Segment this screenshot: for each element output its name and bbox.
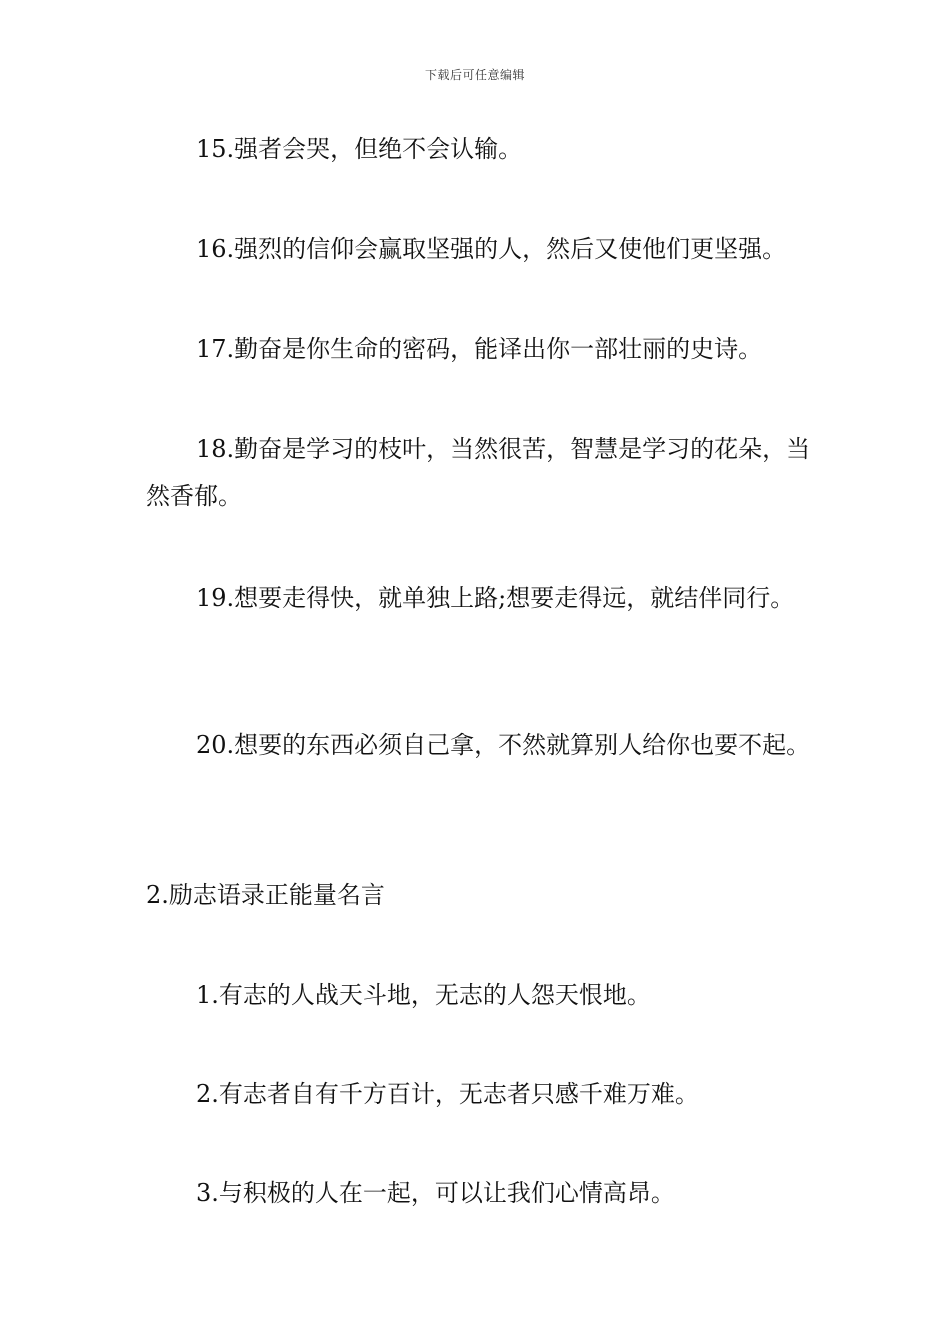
quote-paragraph: 16.强烈的信仰会赢取坚强的人，然后又使他们更坚强。 — [196, 235, 787, 263]
quote-paragraph: 1.有志的人战天斗地，无志的人怨天恨地。 — [196, 981, 651, 1009]
quote-paragraph: 20.想要的东西必须自己拿，不然就算别人给你也要不起。 — [196, 731, 811, 759]
quote-paragraph: 19.想要走得快，就单独上路;想要走得远，就结伴同行。 — [196, 584, 795, 612]
quote-paragraph: 15.强者会哭，但绝不会认输。 — [196, 135, 523, 163]
quote-paragraph: 17.勤奋是你生命的密码，能译出你一部壮丽的史诗。 — [196, 335, 763, 363]
section-heading: 2.励志语录正能量名言 — [146, 881, 385, 909]
quote-paragraph: 2.有志者自有千方百计，无志者只感千难万难。 — [196, 1080, 699, 1108]
page-header: 下载后可任意编辑 — [424, 68, 525, 82]
quote-paragraph: 18.勤奋是学习的枝叶，当然很苦，智慧是学习的花朵，当然香郁。 — [146, 435, 811, 510]
quote-paragraph: 3.与积极的人在一起，可以让我们心情高昂。 — [196, 1179, 675, 1207]
